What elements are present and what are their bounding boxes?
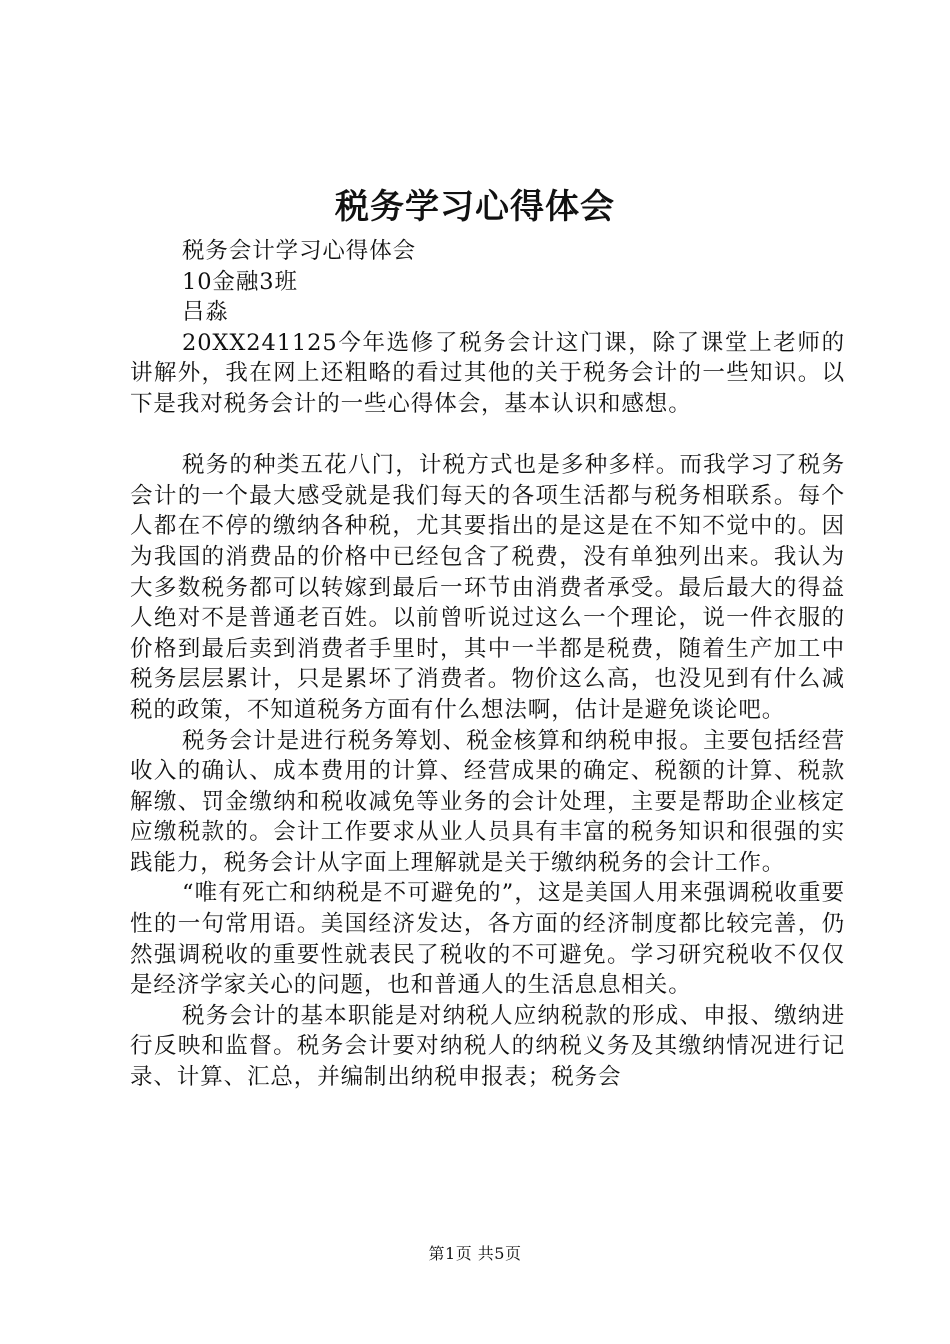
paragraph-intro: 20XX241125今年选修了税务会计这门课，除了课堂上老师的讲解外，我在网上还粗略的看过其他的关于税务会计的一些知识。以下是我对税务会计的一些心得体会，基本认识和感想。 (130, 329, 845, 417)
paragraph-tax-types: 税务的种类五花八门，计税方式也是多种多样。而我学习了税务会计的一个最大感受就是我们每天的各项生活都与税务相联系。每个人都在不停的缴纳各种税，尤其要指出的是这是在不知不觉中的。因为我国的消费品的价格中已经包含了税费，没有单独列出来。我认为大多数税务都可以转嫁到最后一环节由消费者承受。最后最大的得益人绝对不是普通老百姓。以前曾听说过这么一个理论，说一件衣服的价格到最后卖到消费者手里时，其中一半都是税费，随着生产加工中税务层层累计，只是累坏了消费者。物价这么高，也没见到有什么减税的政策，不知道税务方面有什么想法啊，估计是避免谈论吧。 (130, 452, 845, 723)
page-footer: 第1页 共5页 (428, 1244, 522, 1263)
document-title: 税务学习心得体会 (335, 187, 615, 227)
paragraph-tax-accounting: 税务会计是进行税务筹划、税金核算和纳税申报。主要包括经营收入的确认、成本费用的计算、经营成果的确定、税额的计算、税款解缴、罚金缴纳和税收减免等业务的会计处理，主要是帮助企业核定应缴税款的。会计工作要求从业人员具有丰富的税务知识和很强的实践能力，税务会计从字面上理解就是关于缴纳税务的会计工作。 (130, 727, 845, 876)
paragraph-death-and-taxes: “唯有死亡和纳税是不可避免的”，这是美国人用来强调税收重要性的一句常用语。美国经济发达，各方面的经济制度都比较完善，仍然强调税收的重要性就表民了税收的不可避免。学习研究税收不仅仅是经济学家关心的问题，也和普通人的生活息息相关。 (130, 880, 845, 999)
document-body (130, 236, 845, 1093)
paragraph-basic-functions: 税务会计的基本职能是对纳税人应纳税款的形成、申报、缴纳进行反映和监督。税务会计要对纳税人的纳税义务及其缴纳情况进行记录、计算、汇总，并编制出纳税申报表；税务会 (130, 1002, 845, 1091)
author-line: 吕淼 (182, 299, 229, 326)
class-line: 10金融3班 (182, 268, 298, 295)
blank-line (130, 420, 845, 451)
subtitle-line: 税务会计学习心得体会 (182, 238, 417, 264)
